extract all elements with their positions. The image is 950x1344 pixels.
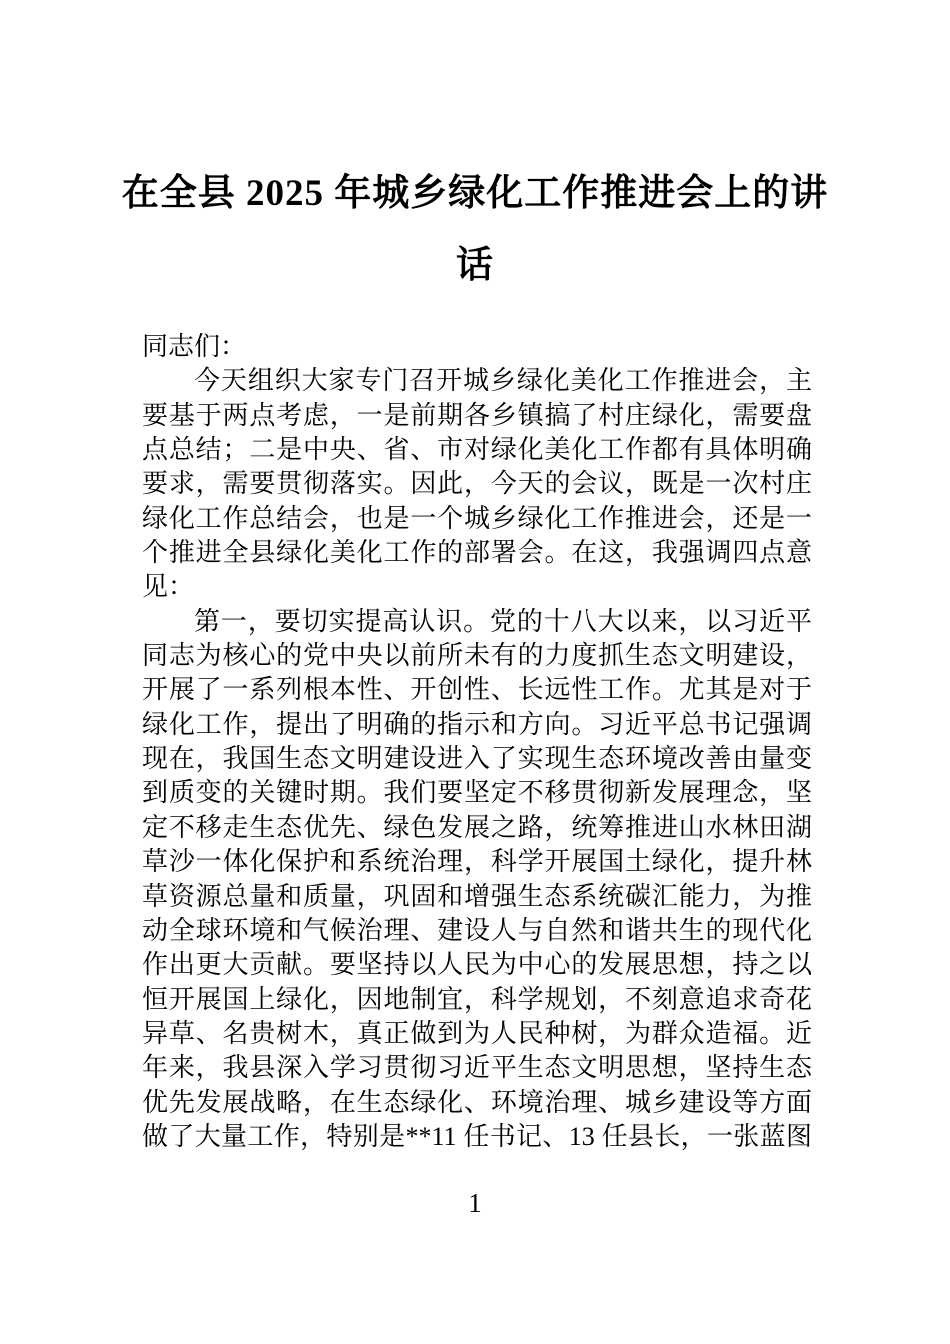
body-line: 绿化工作总结会，也是一个城乡绿化工作推进会，还是一 <box>142 503 812 533</box>
title-line: 话 <box>456 245 494 286</box>
body-line: 定不移走生态优先、绿色发展之路，统筹推进山水林田湖 <box>142 812 812 842</box>
body-line: 现在，我国生态文明建设进入了实现生态环境改善由量变 <box>142 744 812 774</box>
body-line: 草资源总量和质量，巩固和增强生态系统碳汇能力，为推 <box>142 881 812 911</box>
body-line: 动全球环境和气候治理、建设人与自然和谐共生的现代化 <box>142 915 812 945</box>
body-line: 第一，要切实提高认识。党的十八大以来，以习近平 <box>194 606 812 636</box>
body-line: 要求，需要贯彻落实。因此，今天的会议，既是一次村庄 <box>142 469 812 499</box>
body-line: 年来，我县深入学习贯彻习近平生态文明思想，坚持生态 <box>142 1053 812 1083</box>
title-line: 在全县 2025 年城乡绿化工作推进会上的讲 <box>121 173 829 214</box>
body-line: 要基于两点考虑，一是前期各乡镇搞了村庄绿化，需要盘 <box>142 400 812 430</box>
body-line: 点总结；二是中央、省、市对绿化美化工作都有具体明确 <box>142 435 812 465</box>
body-line: 草沙一体化保护和系统治理，科学开展国土绿化，提升林 <box>142 847 812 877</box>
body-line: 个推进全县绿化美化工作的部署会。在这，我强调四点意 <box>142 538 812 568</box>
body-line: 恒开展国上绿化，因地制宜，科学规划，不刻意追求奇花 <box>142 984 812 1014</box>
body-line: 开展了一系列根本性、开创性、长远性工作。尤其是对于 <box>142 675 812 705</box>
document-title <box>0 0 950 302</box>
body-line: 见： <box>142 572 195 602</box>
body-line: 同志们： <box>142 332 247 361</box>
body-line: 同志为核心的党中央以前所未有的力度抓生态文明建设， <box>142 641 812 671</box>
body-line: 做了大量工作，特别是**11 任书记、13 任县长，一张蓝图 <box>142 1121 812 1151</box>
body-line: 异草、名贵树木，真正做到为人民种树，为群众造福。近 <box>142 1018 812 1048</box>
page-number: 1 <box>468 1188 482 1218</box>
body-line: 今天组织大家专门召开城乡绿化美化工作推进会，主 <box>194 366 812 396</box>
document-body <box>0 330 950 1154</box>
body-line: 优先发展战略，在生态绿化、环境治理、城乡建设等方面 <box>142 1087 812 1117</box>
body-line: 绿化工作，提出了明确的指示和方向。习近平总书记强调 <box>142 709 812 739</box>
body-line: 作出更大贡献。要坚持以人民为中心的发展思想，持之以 <box>142 950 812 980</box>
body-line: 到质变的关键时期。我们要坚定不移贯彻新发展理念，坚 <box>142 778 812 808</box>
